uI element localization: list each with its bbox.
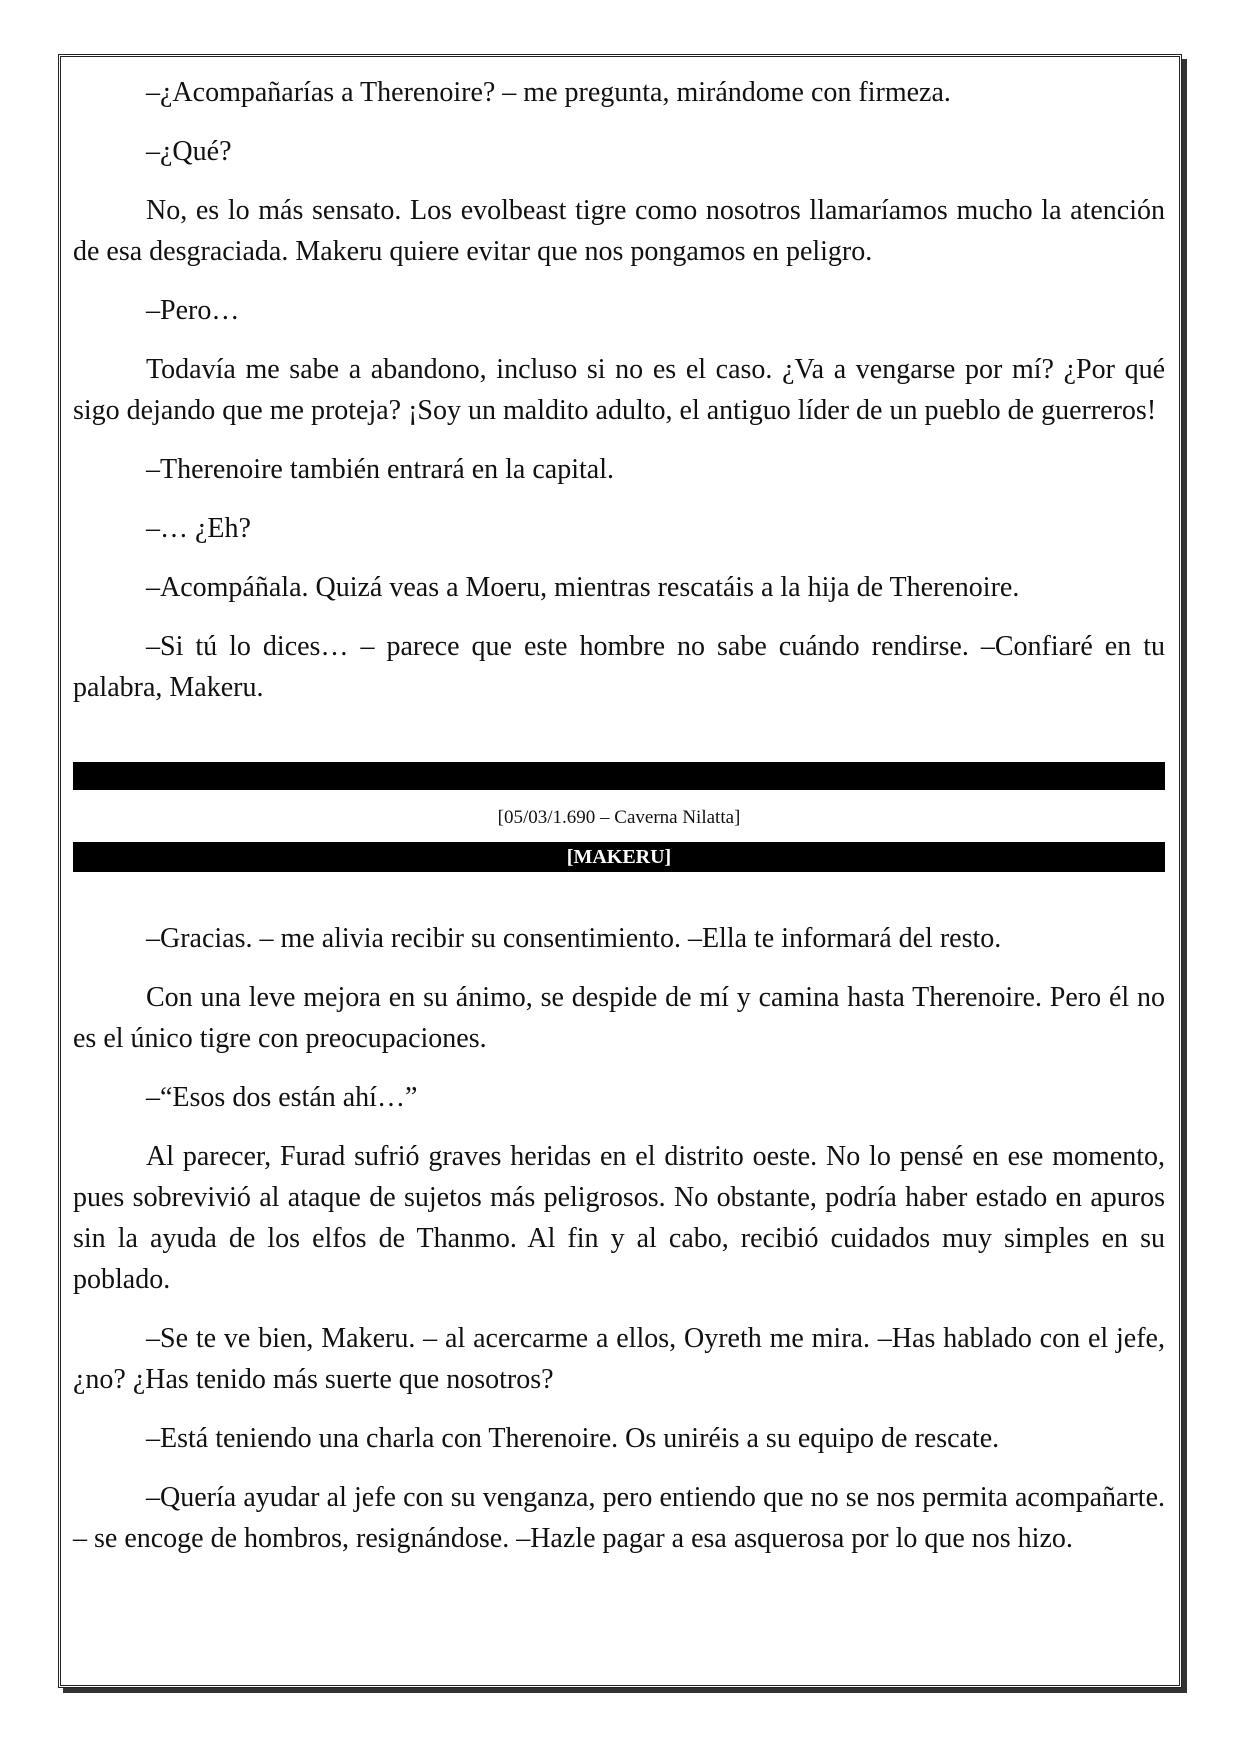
paragraph: –Si tú lo dices… – parece que este hombre no sabe cuándo rendirse. –Confiaré en tu palabra, Makeru. <box>73 631 1165 703</box>
section-character-banner: [MAKERU] <box>73 842 1165 872</box>
paragraph: –Therenoire también entrará en la capital. <box>146 454 614 485</box>
paragraph: –¿Qué? <box>146 136 232 167</box>
paragraph: No, es lo más sensato. Los evolbeast tigre como nosotros llamaríamos mucho la atención de esa desgraciada. Makeru quiere evitar que nos pongamos en peligro. <box>73 195 1165 267</box>
section-divider-bar <box>73 762 1165 790</box>
paragraph: –Acompáñala. Quizá veas a Moeru, mientras rescatáis a la hija de Therenoire. <box>146 572 1020 603</box>
paragraph: –Quería ayudar al jefe con su venganza, pero entiendo que no se nos permita acompañarte. – se encoge de hombros, resignándose. –Hazle pagar a esa asquerosa por lo que nos hizo. <box>73 1482 1165 1554</box>
paragraph: –¿Acompañarías a Therenoire? – me pregunta, mirándome con firmeza. <box>146 77 951 108</box>
paragraph: Con una leve mejora en su ánimo, se despide de mí y camina hasta Therenoire. Pero él no es el único tigre con preocupaciones. <box>73 982 1165 1054</box>
paragraph: –Se te ve bien, Makeru. – al acercarme a ellos, Oyreth me mira. –Has hablado con el jefe, ¿no? ¿Has tenido más suerte que nosotros? <box>73 1323 1165 1395</box>
paragraph: –“Esos dos están ahí…” <box>146 1082 418 1113</box>
section-date-location: [05/03/1.690 – Caverna Nilatta] <box>497 807 741 828</box>
paragraph: –… ¿Eh? <box>146 513 251 544</box>
paragraph: –Está teniendo una charla con Therenoire. Os uniréis a su equipo de rescate. <box>146 1423 1000 1454</box>
page-content <box>73 72 1165 1577</box>
paragraph: Todavía me sabe a abandono, incluso si no es el caso. ¿Va a vengarse por mí? ¿Por qué sigo dejando que me proteja? ¡Soy un maldito adulto, el antiguo líder de un pueblo de guerreros! <box>73 354 1165 426</box>
paragraph: Al parecer, Furad sufrió graves heridas en el distrito oeste. No lo pensé en ese momento, pues sobrevivió al ataque de sujetos más peligrosos. No obstante, podría haber estado en apuros sin la ayuda de los elfos de Thanmo. Al fin y al cabo, recibió cuidados muy simples en su poblado. <box>73 1141 1165 1295</box>
paragraph: –Pero… <box>146 295 240 326</box>
paragraph: –Gracias. – me alivia recibir su consentimiento. –Ella te informará del resto. <box>146 923 1002 954</box>
